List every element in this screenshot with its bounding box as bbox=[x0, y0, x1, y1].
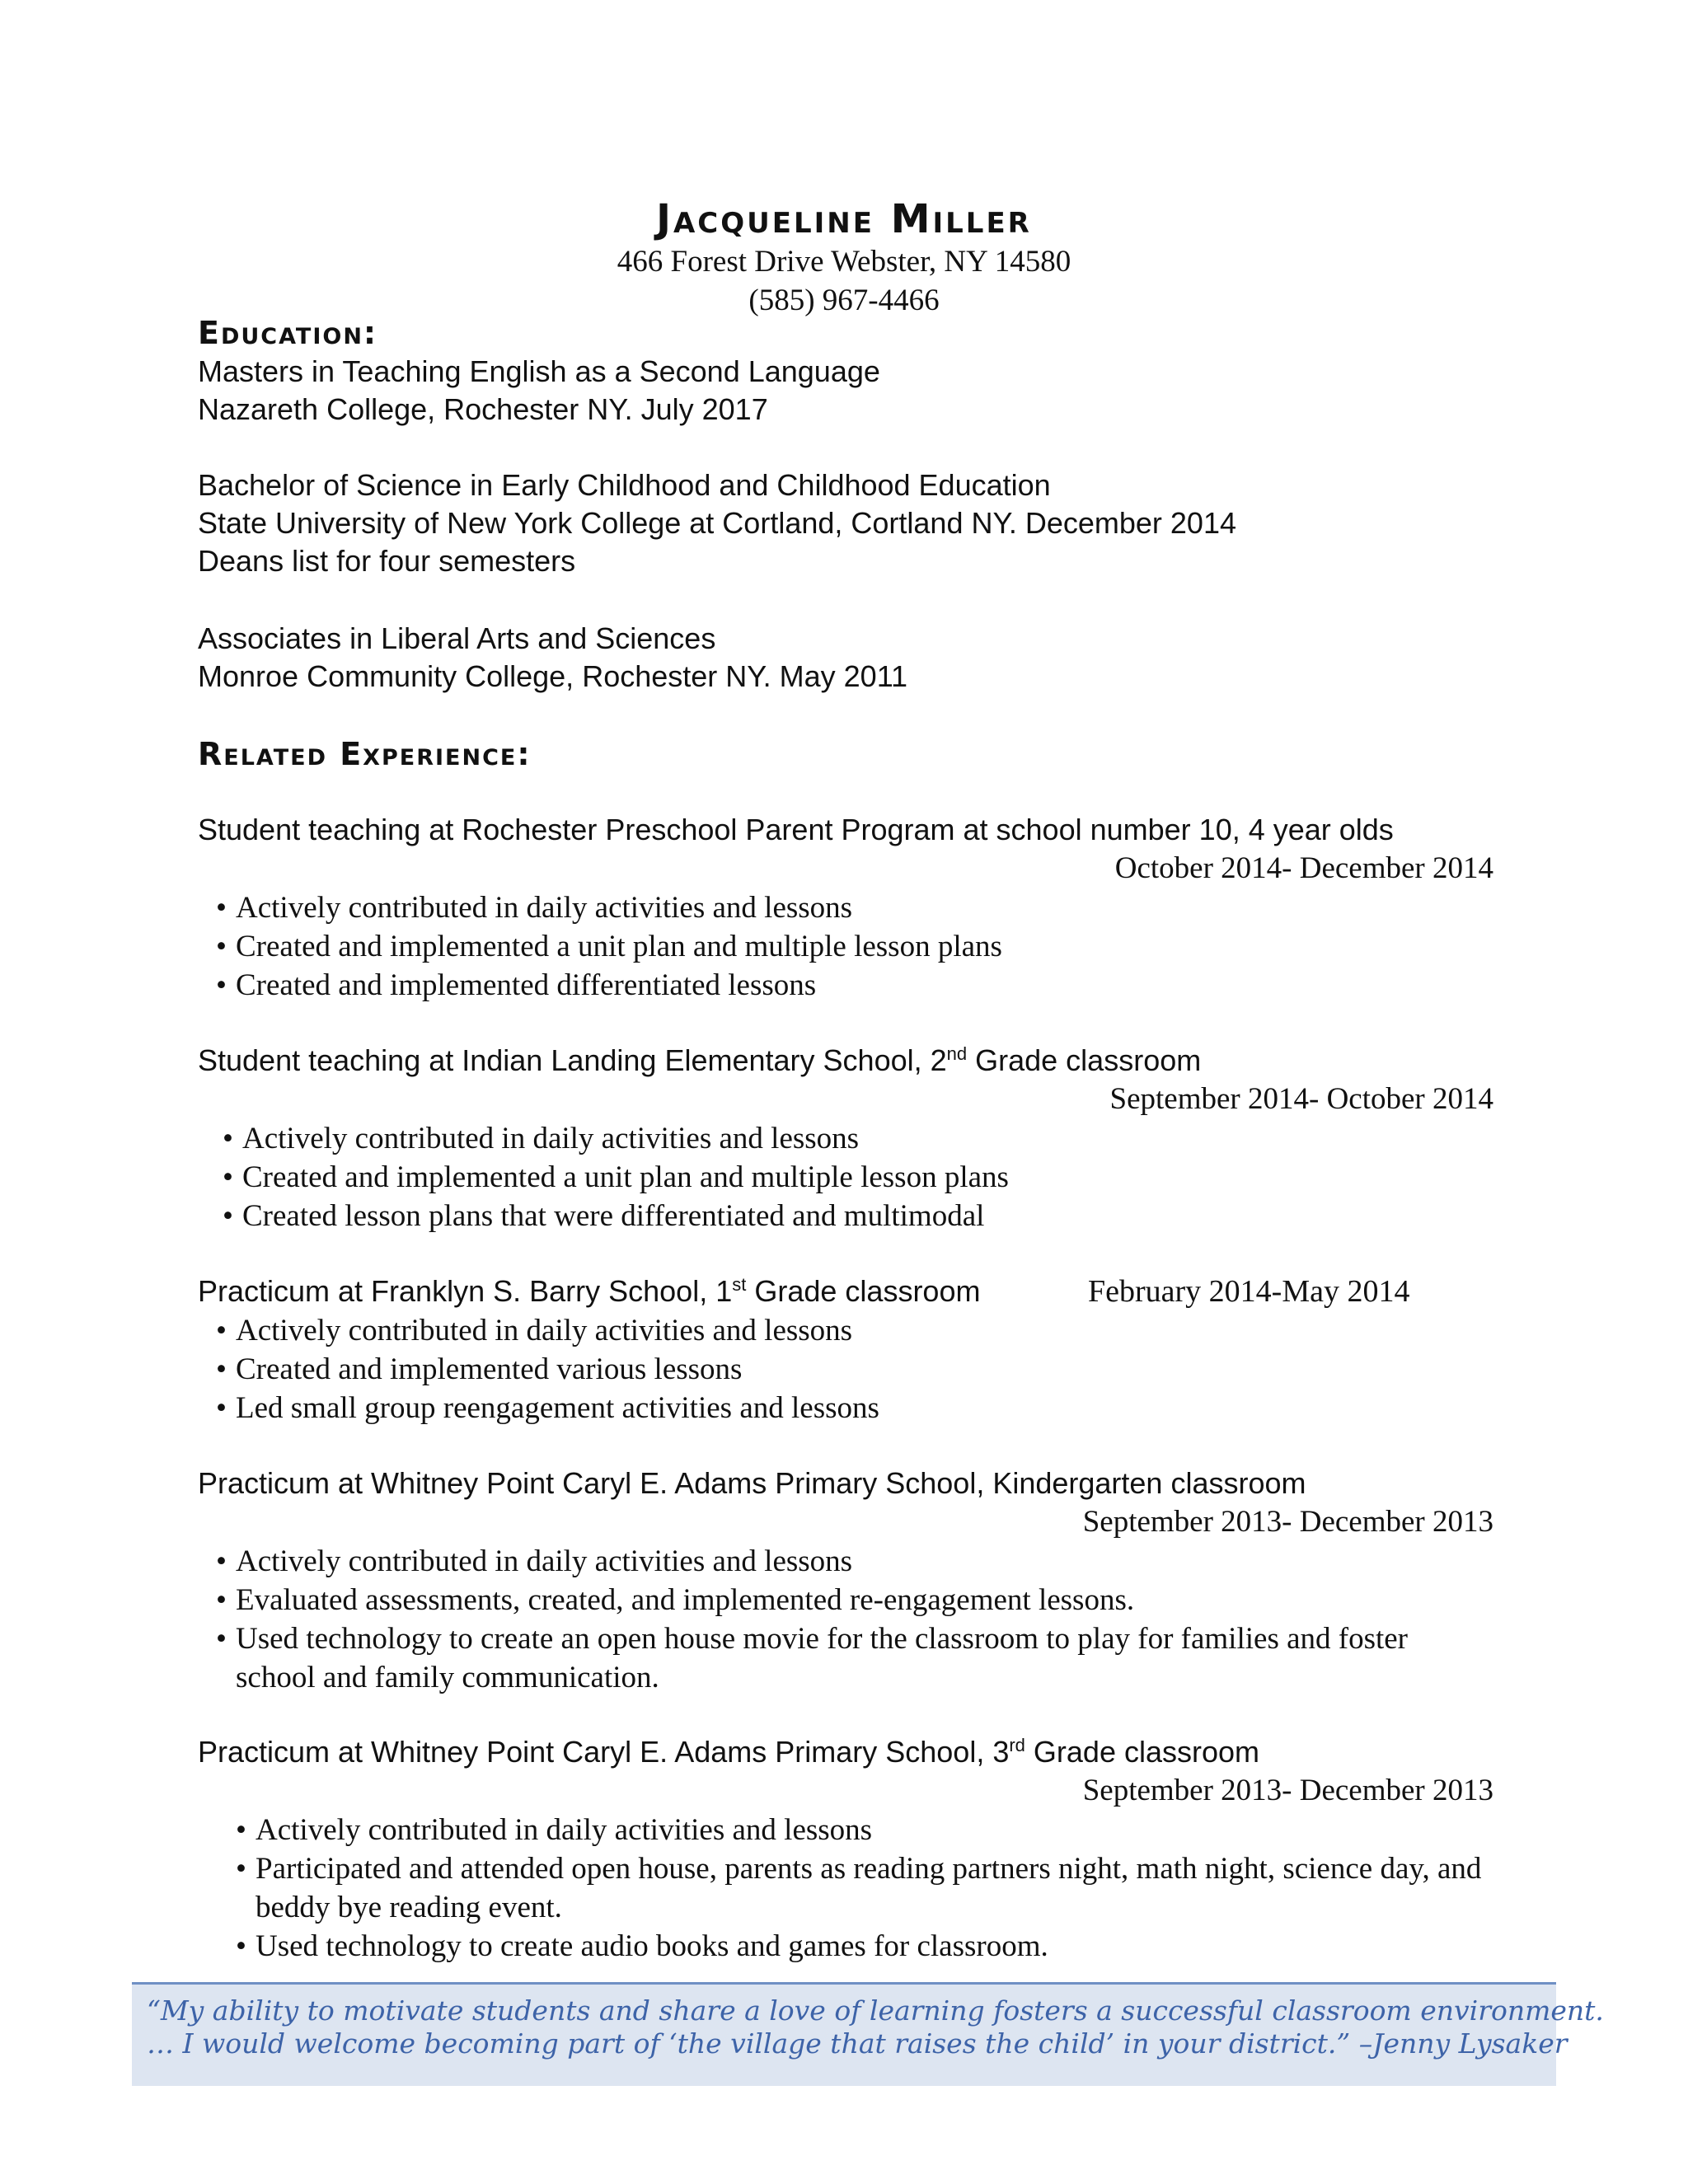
experience-bullets bbox=[216, 888, 1489, 1005]
bullet-item: • Led small group reengagement activities and lessons bbox=[216, 1389, 1489, 1427]
edu-degree-masters: Masters in Teaching English as a Second Language bbox=[198, 354, 880, 388]
edu-school-cortland: State University of New York College at Cortland, Cortland NY. December 2014 bbox=[198, 506, 1236, 540]
quote-line-1: “My ability to motivate students and share a love of learning fosters a successful classroom environment. bbox=[147, 1994, 1604, 2027]
title-text: Grade classroom bbox=[967, 1043, 1202, 1077]
edu-school-monroe: Monroe Community College, Rochester NY. May 2011 bbox=[198, 659, 908, 693]
experience-dates: September 2013- December 2013 bbox=[1082, 1774, 1493, 1807]
bullet-item: • Actively contributed in daily activities and lessons bbox=[236, 1811, 1508, 1849]
bullet-item: • Actively contributed in daily activities and lessons bbox=[223, 1119, 1495, 1158]
experience-title: Student teaching at Rochester Preschool Parent Program at school number 10, 4 year olds bbox=[198, 813, 1394, 846]
bullet-item: • Created and implemented various lessons bbox=[216, 1350, 1489, 1389]
bullet-item: • Used technology to create an open house movie for the classroom to play for families and foster school and family communication. bbox=[216, 1619, 1489, 1697]
bullet-item: • Created lesson plans that were differentiated and multimodal bbox=[223, 1197, 1495, 1235]
quote-line-2: … I would welcome becoming part of ‘the village that raises the child’ in your district.” –Jenny Lysaker bbox=[147, 2027, 1568, 2060]
experience-bullets bbox=[223, 1119, 1495, 1235]
title-text: Practicum at Whitney Point Caryl E. Adams Primary School, 3 bbox=[198, 1735, 1010, 1769]
experience-dates: September 2014- October 2014 bbox=[1109, 1082, 1493, 1116]
title-text: Practicum at Franklyn S. Barry School, 1 bbox=[198, 1274, 733, 1308]
bullet-item: • Evaluated assessments, created, and implemented re-engagement lessons. bbox=[216, 1581, 1489, 1619]
bullet-item: • Participated and attended open house, parents as reading partners night, math night, science day, and beddy bye reading event. bbox=[236, 1849, 1508, 1927]
experience-bullets bbox=[216, 1542, 1489, 1697]
bullet-item: • Created and implemented a unit plan and multiple lesson plans bbox=[223, 1158, 1495, 1197]
bullet-item: • Actively contributed in daily activities and lessons bbox=[216, 1311, 1489, 1350]
ordinal-suffix: st bbox=[732, 1274, 747, 1295]
bullet-item: • Created and implemented differentiated lessons bbox=[216, 966, 1489, 1005]
edu-degree-associates: Associates in Liberal Arts and Sciences bbox=[198, 621, 716, 655]
bullet-item: • Used technology to create audio books and games for classroom. bbox=[236, 1927, 1508, 1966]
edu-note-deans-list: Deans list for four semesters bbox=[198, 544, 576, 578]
title-text: Grade classroom bbox=[746, 1274, 981, 1308]
resume-header bbox=[0, 196, 1688, 320]
education-heading: Education: bbox=[198, 315, 378, 351]
experience-bullets bbox=[236, 1811, 1508, 1966]
title-text: Grade classroom bbox=[1025, 1735, 1260, 1769]
experience-dates: September 2013- December 2013 bbox=[1082, 1505, 1493, 1539]
edu-degree-bachelor: Bachelor of Science in Early Childhood and Childhood Education bbox=[198, 468, 1051, 502]
experience-title bbox=[198, 1042, 1201, 1080]
title-text: Student teaching at Indian Landing Elementary School, 2 bbox=[198, 1043, 947, 1077]
ordinal-suffix: nd bbox=[946, 1043, 968, 1064]
experience-heading: Related Experience: bbox=[198, 736, 532, 772]
bullet-item: • Actively contributed in daily activities and lessons bbox=[216, 888, 1489, 927]
bullet-item: • Actively contributed in daily activities and lessons bbox=[216, 1542, 1489, 1581]
experience-dates: October 2014- December 2014 bbox=[1114, 851, 1493, 885]
experience-bullets bbox=[216, 1311, 1489, 1427]
experience-title bbox=[198, 1733, 1259, 1771]
experience-dates: February 2014-May 2014 bbox=[1088, 1274, 1410, 1309]
experience-title bbox=[198, 1272, 980, 1310]
address: 466 Forest Drive Webster, NY 14580 bbox=[617, 245, 1071, 279]
applicant-name: Jacqueline Miller bbox=[656, 196, 1032, 242]
phone-number: (585) 967-4466 bbox=[748, 284, 940, 317]
quote-box bbox=[132, 1982, 1604, 2086]
experience-title: Practicum at Whitney Point Caryl E. Adams Primary School, Kindergarten classroom bbox=[198, 1466, 1306, 1500]
ordinal-suffix: rd bbox=[1009, 1735, 1025, 1755]
edu-school-nazareth: Nazareth College, Rochester NY. July 2017 bbox=[198, 392, 768, 426]
bullet-item: • Created and implemented a unit plan and multiple lesson plans bbox=[216, 927, 1489, 966]
